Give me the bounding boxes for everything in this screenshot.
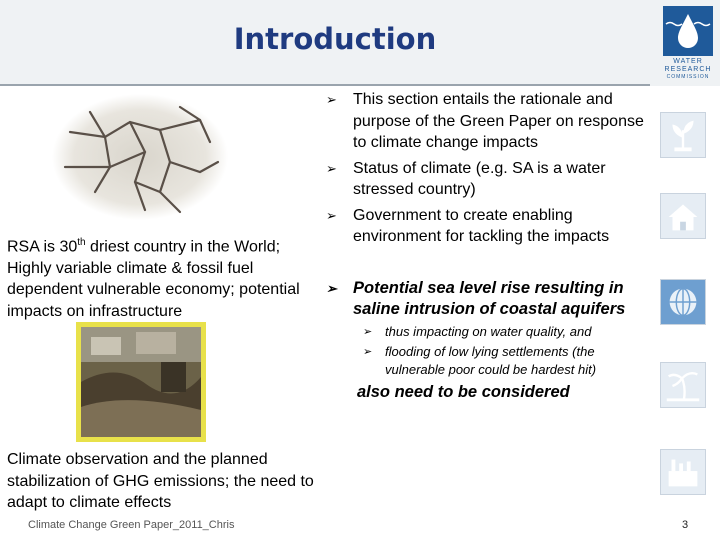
factory-icon xyxy=(660,449,706,495)
page-number: 3 xyxy=(682,519,689,531)
bullet-item: ➢ This section entails the rationale and purpose of the Green Paper on response to climate change impacts xyxy=(326,91,644,151)
arrow-bullet-icon: ➢ xyxy=(326,207,337,223)
logo-subtext: COMMISSION xyxy=(666,74,710,80)
sub-bullet-item: ➢ flooding of low lying settlements (the vulnerable poor could be hardest hit) xyxy=(363,344,597,377)
palm-tree-icon xyxy=(660,362,706,408)
arrow-bullet-icon: ➢ xyxy=(363,326,373,338)
arrow-bullet-icon: ➢ xyxy=(326,92,337,107)
climate-observation-text: Climate observation and the planned stabilization of GHG emissions; the need to adapt to climate effects xyxy=(7,451,314,511)
flood-damage-image xyxy=(76,322,206,442)
arrow-bullet-icon: ➢ xyxy=(326,160,337,176)
bullet-item: ➢ Potential sea level rise resulting in saline intrusion of coastal aquifers xyxy=(326,278,626,318)
bullet-list xyxy=(326,89,656,325)
also-considered-text: also need to be considered xyxy=(357,383,570,401)
left-description: RSA is 30th driest country in the World; Highly variable climate & fossil fuel dependent vulnerable economy; potential impacts on infrastructure xyxy=(7,237,300,320)
cracked-earth-image xyxy=(50,92,230,222)
bullet-item: ➢ Government to create enabling environment for tackling the impacts xyxy=(326,206,610,245)
arrow-bullet-icon: ➢ xyxy=(363,346,373,358)
footer-text: Climate Change Green Paper_2011_Chris xyxy=(28,519,235,531)
bullet-item: ➢ Status of climate (e.g. SA is a water stressed country) xyxy=(326,159,606,198)
sub-bullet-item: ➢ thus impacting on water quality, and xyxy=(363,324,592,339)
arrow-bullet-icon: ➢ xyxy=(326,280,337,296)
sub-bullet-list xyxy=(363,323,648,381)
house-icon xyxy=(660,193,706,239)
globe-icon xyxy=(660,279,706,325)
slide-title: Introduction xyxy=(233,22,437,56)
plant-icon xyxy=(660,112,706,158)
logo-text: WATER RESEARCH xyxy=(664,58,712,73)
header-divider xyxy=(0,84,650,86)
